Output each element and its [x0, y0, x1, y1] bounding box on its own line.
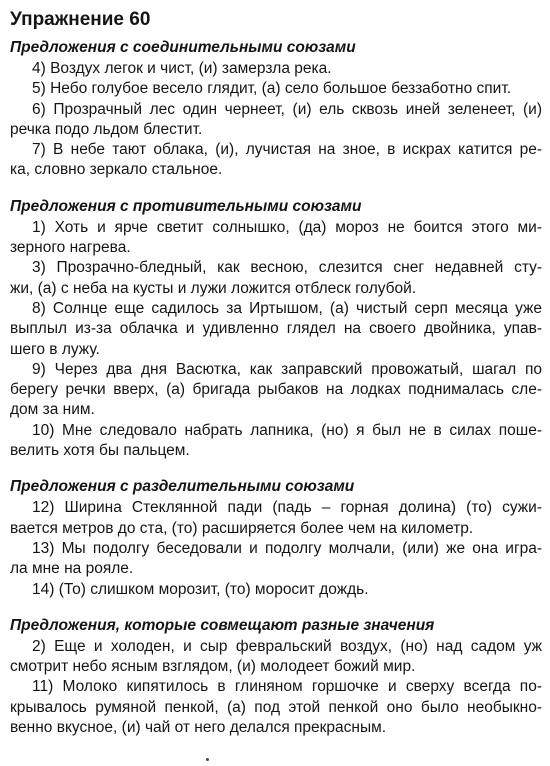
- text-line: 10) Мне следовало набрать лапника, (но) я был не в силах поше-: [32, 421, 542, 439]
- section-2: [10, 197, 542, 462]
- text-line: 4) Воздух легок и чист, (и) замерзла река.: [32, 60, 332, 77]
- sentence-paragraph: [10, 498, 542, 539]
- text-line: 5) Небо голубое весело глядит, (а) село большое беззаботно спит.: [32, 80, 512, 98]
- text-line: 13) Мы подолгу беседовали и подолгу молчали, (или) же она игра-: [32, 539, 542, 557]
- exercise-title: Упражнение 60: [10, 9, 151, 30]
- print-speck: [206, 758, 209, 761]
- text-line: 7) В небе тают облака, (и), лучистая на зное, в искрах катится ре-: [32, 141, 542, 159]
- sentence-paragraph: [10, 580, 542, 600]
- text-line: смотрит небо ясным взглядом, (и) молодеет божий мир.: [10, 658, 416, 676]
- section-heading: Предложения, которые совмещают разные значения: [10, 616, 435, 634]
- sentence-paragraph: [10, 100, 542, 141]
- text-line: ла мне на рояле.: [10, 560, 134, 578]
- text-line: речка подо льдом блестит.: [10, 120, 203, 138]
- text-line: дом за ним.: [10, 401, 95, 419]
- sentence-paragraph: [10, 140, 542, 181]
- text-line: 6) Прозрачный лес один чернеет, (и) ель сквозь иней зеленеет, (и): [32, 100, 542, 118]
- section-1: [10, 38, 542, 181]
- sentence-paragraph: [10, 59, 542, 79]
- section-heading: Предложения с соединительными союзами: [10, 39, 356, 56]
- section-3: [10, 477, 542, 599]
- sentence-paragraph: [10, 360, 542, 421]
- text-line: 2) Еще и холоден, и сыр февральский воздух, (но) над садом уж: [32, 637, 542, 655]
- sentence-paragraph: [10, 79, 542, 99]
- text-line: венно вкусное, (и) чай от него делался прекрасным.: [10, 719, 387, 737]
- text-line: 3) Прозрачно-бледный, как весною, слезится снег недавней сту-: [32, 259, 542, 277]
- text-line: ка, словно зеркало стальное.: [10, 161, 223, 179]
- sections-container: [10, 38, 542, 738]
- sentence-paragraph: [10, 539, 542, 580]
- text-line: выплыл из-за облачка и удивленно глядел на своего двойника, упав-: [10, 320, 542, 338]
- text-line: вается метров до ста, (то) расширяется более чем на километр.: [10, 519, 474, 537]
- section-heading: Предложения с противительными союзами: [10, 197, 362, 215]
- text-line: 8) Солнце еще садилось за Иртышом, (а) чистый серп месяца уже: [32, 299, 542, 317]
- text-line: 11) Молоко кипятилось в глиняном горшочке и сверху всегда по-: [32, 678, 542, 696]
- sentence-paragraph: [10, 677, 542, 738]
- text-line: 1) Хоть и ярче светит солнышко, (да) мороз не боится этого ми-: [32, 218, 542, 236]
- text-line: велить хотя бы пальцем.: [10, 442, 190, 460]
- sentence-paragraph: [10, 299, 542, 360]
- text-line: жи, (а) с неба на кусты и лужи ложится отблеск голубой.: [10, 279, 417, 297]
- sentence-paragraph: [10, 218, 542, 259]
- text-line: крывалось румяной пенкой, (а) под этой пенкой оно было необыкно-: [10, 698, 542, 716]
- text-line: зерного нагрева.: [10, 239, 131, 257]
- text-line: берегу речки вверх, (а) бригада рыбаков на лодках поднималась сле-: [10, 381, 542, 399]
- section-4: [10, 616, 542, 738]
- sentence-paragraph: [10, 258, 542, 299]
- text-line: 14) (То) слишком морозит, (то) моросит дождь.: [32, 580, 369, 598]
- text-line: 12) Ширина Стеклянной пади (падь – горная долина) (то) сужи-: [32, 499, 542, 517]
- text-line: 9) Через два дня Васютка, как заправский провожатый, шагал по: [32, 360, 542, 378]
- sentence-paragraph: [10, 421, 542, 462]
- section-heading: Предложения с разделительными союзами: [10, 478, 355, 496]
- text-line: шего в лужу.: [10, 340, 100, 358]
- sentence-paragraph: [10, 637, 542, 678]
